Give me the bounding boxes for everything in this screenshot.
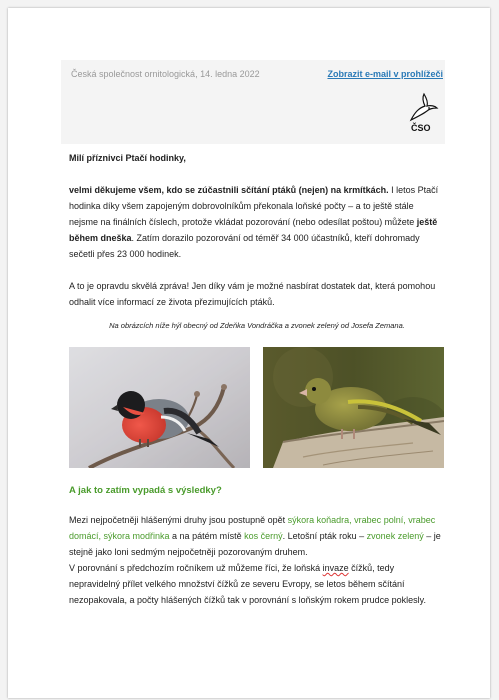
email-header <box>61 60 445 144</box>
cso-logo <box>405 92 439 136</box>
intro-text-1: I letos Ptačí hodinka díky všem zapojeným dobrovolníkům překonala loňské počty – a to ještě stále nejsme na finálních číslech, protože vkládat pozorování (nebo odesílat poštou) můžete <box>69 185 439 227</box>
results-text-4: – je stejně jako loni sedmým nejpočetněji pozorovaným druhem. <box>69 531 441 557</box>
view-in-browser-link[interactable]: Zobrazit e-mail v prohlížeči <box>327 69 443 79</box>
bullfinch-photo <box>69 347 250 468</box>
intro-bold: velmi děkujeme všem, kdo se zúčastnili sčítání ptáků (nejen) na krmítkách. <box>69 185 389 195</box>
bird-logo-icon <box>405 92 439 124</box>
intro-paragraph <box>69 182 445 262</box>
species-greenfinch: zvonek zelený <box>366 531 424 541</box>
results-text-5: V porovnání s předchozím ročníkem už můžeme říci, že loňská <box>69 563 323 573</box>
results-paragraph <box>69 512 445 608</box>
species-blackbird: kos černý <box>244 531 283 541</box>
results-text-2: a na pátém místě <box>169 531 245 541</box>
header-meta: Česká společnost ornitologická, 14. ledna 2022 <box>71 69 260 79</box>
section-title: A jak to zatím vypadá s výsledky? <box>69 485 222 496</box>
spellcheck-word: invaze <box>322 563 349 573</box>
results-text-3: . Letošní pták roku – <box>282 531 367 541</box>
greenfinch-photo <box>263 347 444 468</box>
results-text-1: Mezi nejpočetněji hlášenými druhy jsou postupně opět <box>69 515 288 525</box>
greeting: Milí příznivci Ptačí hodinky, <box>69 153 186 163</box>
results-text-6: čížků, tedy nepravidelný přílet velkého množství čížků ze severu Evropy, se letos během sčítání nezopakovala, a počty hlášených čížků tak v porovnání s loňským rokem prudce poklesly. <box>69 563 427 605</box>
species-list-top4: sýkora koňadra, vrabec polní, vrabec domácí, sýkora modřinka <box>69 515 436 541</box>
email-page <box>8 8 490 698</box>
logo-text: ČSO <box>411 123 431 133</box>
thanks-paragraph: A to je opravdu skvělá zpráva! Jen díky vám je možné nasbírat dostatek dat, která pomohou odhalit více informací ze života přezimujících ptáků. <box>69 281 436 307</box>
photo-caption: Na obrázcích níže hýl obecný od Zdeňka Vondráčka a zvonek zelený od Josefa Zemana. <box>109 321 405 330</box>
email-body <box>69 150 445 326</box>
intro-bold-2: ještě během dneška <box>69 217 438 243</box>
intro-text-2: . Zatím dorazilo pozorování od téměř 34 000 účastníků, kteří dohromady sečetli přes 23 000 hodinek. <box>69 233 420 259</box>
